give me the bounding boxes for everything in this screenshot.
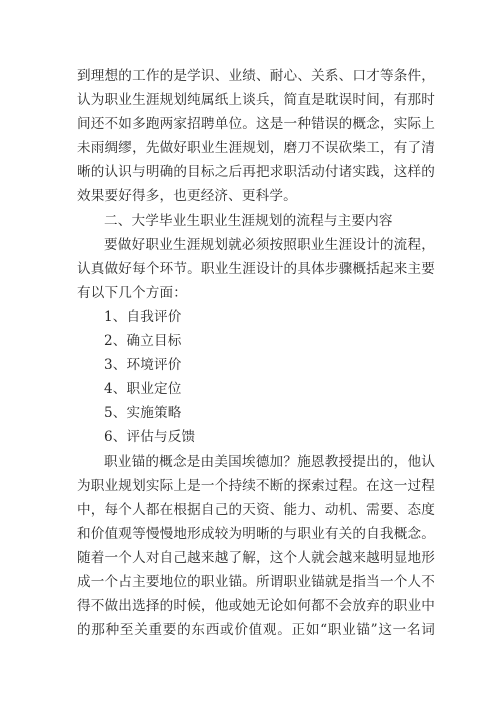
list-item: 5、实施策略 (104, 405, 182, 422)
list-item: 4、职业定位 (104, 381, 182, 398)
paragraph-line: 为职业规划实际上是一个持续不断的探索过程。在这一过程 (77, 477, 435, 494)
document-page (77, 64, 435, 642)
section-heading: 二、大学毕业生职业生涯规划的流程与主要内容 (104, 212, 393, 229)
paragraph-line: 间还不如多跑两家招聘单位。这是一种错误的概念，实际上 (77, 116, 435, 133)
paragraph-line: 和价值观等慢慢地形成较为明晰的与职业有关的自我概念。 (77, 525, 435, 542)
paragraph-line: 成一个占主要地位的职业锚。所谓职业锚就是指当一个人不 (77, 573, 435, 590)
list-item: 1、自我评价 (104, 308, 182, 325)
paragraph-line: 认真做好每个环节。职业生涯设计的具体步骤概括起来主要 (77, 260, 435, 277)
paragraph-line: 的那种至关重要的东西或价值观。正如“职业锚”这一名词 (77, 622, 435, 639)
list-item: 3、环境评价 (104, 357, 182, 374)
paragraph-line: 未雨绸缪，先做好职业生涯规划，磨刀不误砍柴工，有了清 (77, 140, 435, 157)
paragraph-line: 效果要好得多，也更经济、更科学。 (77, 188, 297, 205)
paragraph-line: 随着一个人对自己越来越了解，这个人就会越来越明显地形 (77, 549, 435, 566)
paragraph-line: 晰的认识与明确的目标之后再把求职活动付诸实践，这样的 (77, 164, 435, 181)
paragraph-line: 职业锚的概念是由美国埃德加？施恩教授提出的，他认 (104, 453, 435, 470)
paragraph-line: 到理想的工作的是学识、业绩、耐心、关系、口才等条件， (77, 68, 435, 84)
paragraph-line: 中，每个人都在根据自己的天资、能力、动机、需要、态度 (77, 501, 435, 518)
paragraph-line: 得不做出选择的时候，他或她无论如何都不会放弃的职业中 (77, 598, 435, 615)
paragraph-line: 要做好职业生涯规划就必须按照职业生涯设计的流程， (104, 236, 435, 253)
paragraph-line: 认为职业生涯规划纯属纸上谈兵，简直是耽误时间，有那时 (77, 92, 435, 109)
list-item: 6、评估与反馈 (104, 429, 196, 446)
list-item: 2、确立目标 (104, 333, 182, 350)
paragraph-line: 有以下几个方面： (77, 284, 187, 301)
